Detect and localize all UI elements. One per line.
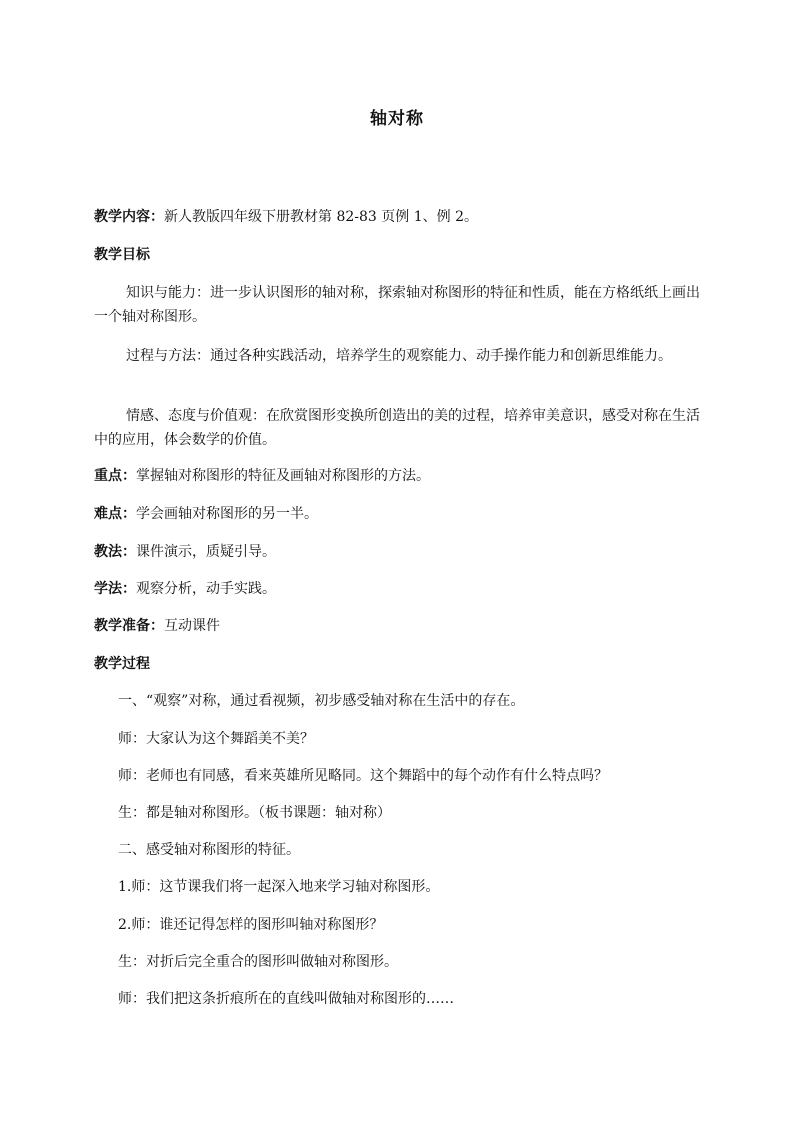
learning-method [94, 578, 704, 600]
learning-method-text: 观察分析，动手实践。 [136, 581, 276, 597]
key-point-text: 掌握轴对称图形的特征及画轴对称图形的方法。 [136, 468, 430, 484]
goal-process: 过程与方法：通过各种实践活动，培养学生的观察能力、动手操作能力和创新思维能力。 [126, 348, 672, 364]
page-title: 轴对称 [370, 109, 424, 129]
process-line: 2.师：谁还记得怎样的图形叫轴对称图形？ [118, 917, 384, 933]
process-heading: 教学过程 [94, 656, 150, 672]
teaching-method-label: 教法： [94, 544, 136, 560]
process-line: 生：都是轴对称图形。（板书课题：轴对称） [118, 805, 391, 821]
process-line: 生：对折后完全重合的图形叫做轴对称图形。 [118, 954, 398, 970]
goal-emotion: 情感、态度与价值观：在欣赏图形变换所创造出的美的过程，培养审美意识，感受对称在生活中的应用，体会数学的价值。 [94, 408, 700, 448]
teaching-method-text: 课件演示，质疑引导。 [136, 544, 276, 560]
preparation-text: 互动课件 [164, 618, 220, 634]
goals-heading: 教学目标 [94, 247, 150, 263]
process-line: 师：我们把这条折痕所在的直线叫做轴对称图形的…… [118, 991, 454, 1007]
preparation-label: 教学准备： [94, 618, 164, 634]
goal-knowledge: 知识与能力：进一步认识图形的轴对称，探索轴对称图形的特征和性质，能在方格纸纸上画出一个轴对称图形。 [94, 285, 700, 325]
teaching-content [94, 206, 704, 228]
process-line: 二、感受轴对称图形的特征。 [118, 842, 300, 858]
teaching-content-label: 教学内容： [94, 209, 164, 225]
difficulty [94, 503, 704, 525]
process-line: 师：老师也有同感，看来英雄所见略同。这个舞蹈中的每个动作有什么特点吗？ [118, 768, 608, 784]
key-point [94, 465, 704, 487]
teaching-method [94, 541, 704, 563]
difficulty-label: 难点： [94, 506, 136, 522]
process-line: 一、“观察”对称，通过看视频，初步感受轴对称在生活中的存在。 [118, 693, 525, 709]
process-line: 师：大家认为这个舞蹈美不美？ [118, 731, 314, 747]
difficulty-text: 学会画轴对称图形的另一半。 [136, 506, 318, 522]
process-line: 1.师：这节课我们将一起深入地来学习轴对称图形。 [118, 879, 440, 895]
learning-method-label: 学法： [94, 581, 136, 597]
preparation [94, 615, 704, 637]
teaching-content-text: 新人教版四年级下册教材第 82-83 页例 1、例 2。 [164, 209, 478, 225]
key-point-label: 重点： [94, 468, 136, 484]
